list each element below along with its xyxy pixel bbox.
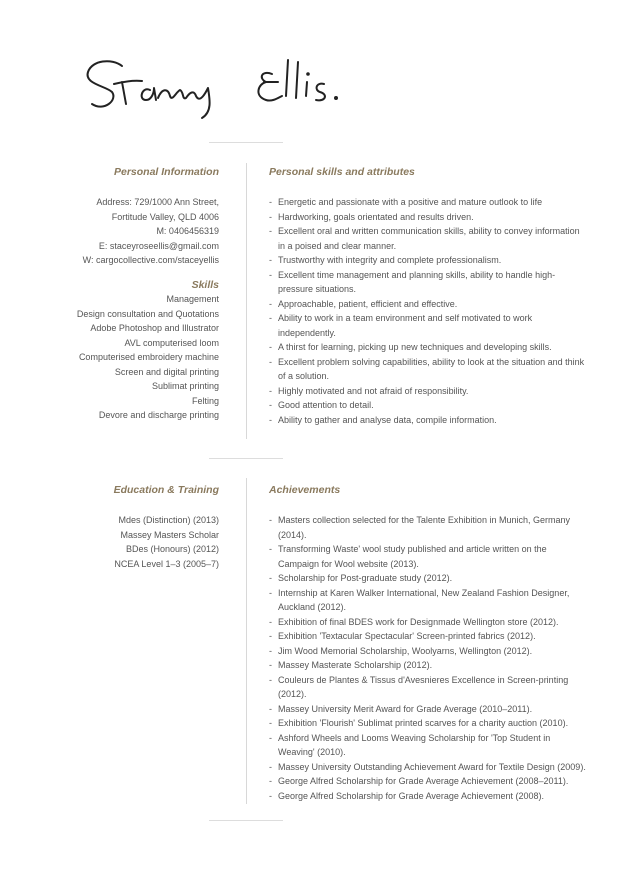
education-item: Massey Masters Scholar [120, 529, 219, 540]
mobile: M: 0406456319 [156, 226, 219, 236]
list-item: - Jim Wood Memorial Scholarship, Woolyarns, Wellington (2012). [269, 645, 533, 656]
education-heading: Education & Training [113, 484, 219, 496]
personal-information-heading: Personal Information [113, 166, 219, 178]
divider-middle [209, 458, 283, 459]
list-item: - Good attention to detail. [269, 400, 374, 410]
list-item: - Energetic and passionate with a positive and mature outlook to life [269, 197, 543, 207]
list-item: - Trustworthy with integrity and complete professionalism. [269, 255, 502, 265]
list-item: - Scholarship for Post-graduate study (2012). [269, 573, 453, 583]
skill-item: Management [166, 294, 219, 304]
personal-information [77, 195, 219, 423]
list-item: - Couleurs de Plantes & Tissus d'Avesnieres Excellence in Screen-printing (2012). [269, 674, 569, 699]
address-line-2: Fortitude Valley, QLD 4006 [111, 211, 219, 222]
list-item: - Massey University Merit Award for Grade Average (2010–2011). [269, 703, 533, 714]
address-line-1: Address: 729/1000 Ann Street, [96, 197, 219, 207]
personal-skills-list [269, 195, 589, 427]
list-item: - Exhibition of final BDES work for Designmade Wellington store (2012). [269, 616, 559, 627]
skill-item: Adobe Photoshop and Illustrator [90, 323, 219, 333]
skill-item: AVL computerised loom [124, 337, 219, 348]
website: W: cargocollective.com/staceyellis [82, 255, 219, 265]
column-divider-1 [246, 163, 247, 439]
email: E: staceyroseellis@gmail.com [98, 240, 219, 251]
achievements-list [269, 513, 589, 803]
list-item: - Excellent problem solving capabilities, ability to look at the situation and think of a solution. [269, 356, 585, 381]
list-item: - Massey University Outstanding Achievement Award for Textile Design (2009). [269, 761, 586, 772]
achievements-heading: Achievements [269, 484, 341, 496]
skill-item: Felting [191, 395, 219, 406]
list-item: - A thirst for learning, picking up new techniques and developing skills. [269, 342, 552, 352]
list-item: - Exhibition 'Flourish' Sublimat printed scarves for a charity auction (2010). [269, 718, 569, 728]
list-item: - Ability to gather and analyse data, compile information. [269, 414, 497, 425]
list-item: - Masters collection selected for the Talente Exhibition in Munich, Germany (2014). [269, 515, 570, 540]
list-item: - Internship at Karen Walker International, New Zealand Fashion Designer, Auckland (2012). [269, 587, 570, 612]
skill-item: Screen and digital printing [114, 366, 219, 377]
column-divider-2 [246, 478, 247, 804]
skill-item: Computerised embroidery machine [78, 352, 219, 362]
list-item: - George Alfred Scholarship for Grade Average Achievement (2008–2011). [269, 776, 569, 786]
list-item: - Exhibition 'Textacular Spectacular' Screen-printed fabrics (2012). [269, 631, 536, 641]
list-item: - Hardworking, goals orientated and results driven. [269, 211, 474, 222]
signature [82, 52, 372, 122]
divider-top [209, 142, 283, 143]
personal-skills-heading: Personal skills and attributes [269, 166, 415, 178]
skills-heading: Skills [191, 278, 219, 291]
list-item: - Transforming Waste' wool study published and article written on the Campaign for Wool website (2013). [269, 544, 547, 569]
education-item: Mdes (Distinction) (2013) [118, 515, 219, 525]
list-item: - Excellent time management and planning skills, ability to handle high-pressure situations. [269, 269, 556, 294]
list-item: - Ability to work in a team environment and self motivated to work independently. [269, 313, 533, 338]
list-item: - Massey Masterate Scholarship (2012). [269, 660, 433, 670]
skill-item: Devore and discharge printing [98, 410, 219, 420]
education-item: BDes (Honours) (2012) [125, 544, 219, 554]
list-item: - Approachable, patient, efficient and effective. [269, 298, 458, 309]
list-item: - Highly motivated and not afraid of responsibility. [269, 385, 469, 396]
list-item: - George Alfred Scholarship for Grade Average Achievement (2008). [269, 790, 544, 801]
education-item: NCEA Level 1–3 (2005–7) [114, 558, 219, 569]
list-item: - Excellent oral and written communication skills, ability to convey information in a poised and clear manner. [269, 226, 580, 251]
skill-item: Sublimat printing [151, 381, 219, 391]
education-list [114, 513, 219, 571]
list-item: - Ashford Wheels and Looms Weaving Scholarship for 'Top Student in Weaving' (2010). [269, 732, 551, 757]
skill-item: Design consultation and Quotations [76, 308, 219, 319]
divider-bottom [209, 820, 283, 821]
